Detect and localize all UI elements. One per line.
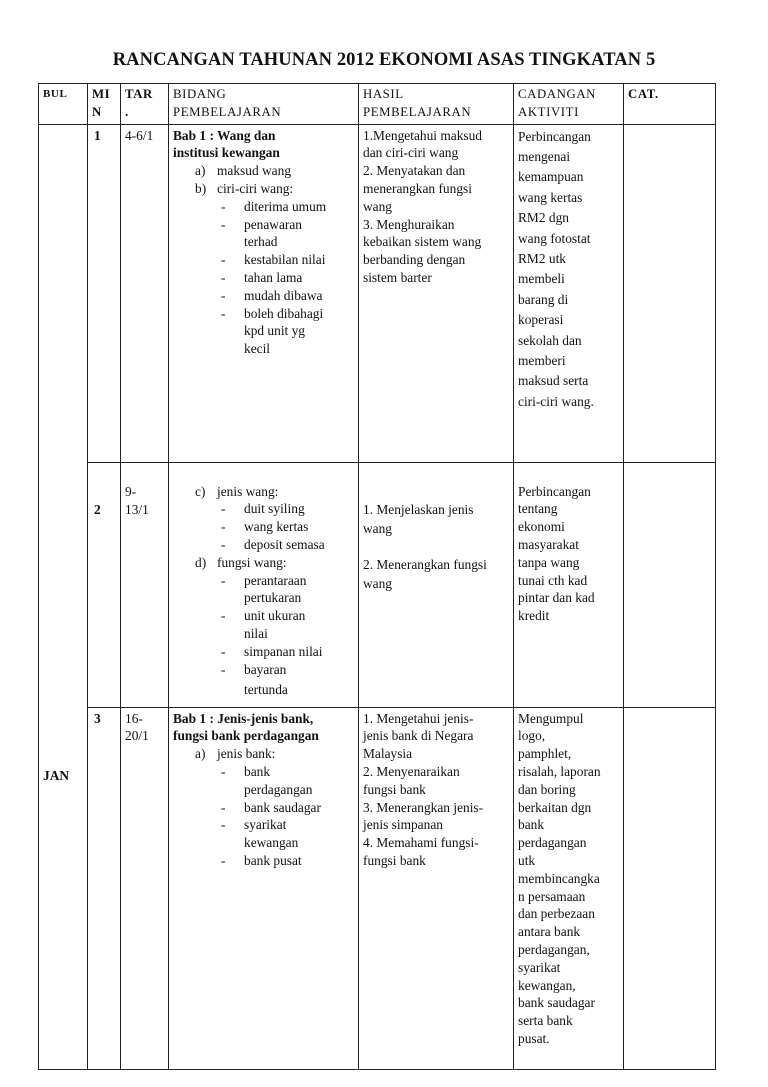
catatan-cell bbox=[624, 707, 716, 1069]
month-label: JAN bbox=[43, 767, 70, 783]
hasil-cell: 1. Mengetahui jenis- jenis bank di Negara Malaysia 2. Menyenaraikan fungsi bank 3. Menerangkan jenis- jenis simpanan 4. Memahami fungsi- fungsi bank bbox=[359, 707, 514, 1069]
catatan-cell bbox=[624, 462, 716, 707]
minggu-cell: 1 bbox=[88, 124, 121, 462]
minggu-cell: 2 bbox=[88, 462, 121, 707]
header-minggu: MI N bbox=[88, 84, 121, 125]
header-hasil: HASIL PEMBELAJARAN bbox=[359, 84, 514, 125]
header-bidang: BIDANG PEMBELAJARAN bbox=[169, 84, 359, 125]
bidang-cell: c) jenis wang: - duit syiling - wang kertas - deposit semasa d) fungsi wang: - perantaraan pertukaran - unit ukuran nilai - simpanan nilai - bayaran tertunda bbox=[169, 462, 359, 707]
bidang-cell: Bab 1 : Wang dan institusi kewangan a) maksud wang b) ciri-ciri wang: - diterima umum - penawaran terhad - kestabilan nilai - tahan lama - mudah dibawa - boleh dibahagi kpd unit yg kecil bbox=[169, 124, 359, 462]
tarikh-cell: 9- 13/1 bbox=[121, 462, 169, 707]
table-row bbox=[39, 462, 716, 707]
aktiviti-cell: Perbincangan tentang ekonomi masyarakat tanpa wang tunai cth kad pintar dan kad kredit bbox=[514, 462, 624, 707]
table-row bbox=[39, 124, 716, 462]
header-row bbox=[39, 84, 716, 125]
bidang-cell: Bab 1 : Jenis-jenis bank, fungsi bank perdagangan a) jenis bank: - bank perdagangan - bank saudagar - syarikat kewangan - bank pusat bbox=[169, 707, 359, 1069]
header-catatan: CAT. bbox=[624, 84, 716, 125]
month-cell bbox=[39, 124, 88, 1069]
table-row bbox=[39, 707, 716, 1069]
tarikh-cell: 16- 20/1 bbox=[121, 707, 169, 1069]
header-bul: BUL bbox=[39, 84, 88, 125]
hasil-cell: 1. Menjelaskan jenis wang 2. Menerangkan fungsi wang bbox=[359, 462, 514, 707]
catatan-cell bbox=[624, 124, 716, 462]
aktiviti-cell: Mengumpul logo, pamphlet, risalah, laporan dan boring berkaitan dgn bank perdagangan utk membincangka n persamaan dan perbezaan antara bank perdagangan, syarikat kewangan, bank saudagar serta bank pusat. bbox=[514, 707, 624, 1069]
hasil-cell: 1.Mengetahui maksud dan ciri-ciri wang 2. Menyatakan dan menerangkan fungsi wang 3. Menghuraikan kebaikan sistem wang berbanding dengan sistem barter bbox=[359, 124, 514, 462]
tarikh-cell: 4-6/1 bbox=[121, 124, 169, 462]
minggu-cell: 3 bbox=[88, 707, 121, 1069]
yearly-plan-table bbox=[38, 83, 716, 1070]
header-cadangan: CADANGAN AKTIVITI bbox=[514, 84, 624, 125]
aktiviti-cell: Perbincangan mengenai kemampuan wang kertas RM2 dgn wang fotostat RM2 utk membeli barang di koperasi sekolah dan memberi maksud serta ciri-ciri wang. bbox=[514, 124, 624, 462]
page-title: RANCANGAN TAHUNAN 2012 EKONOMI ASAS TINGKATAN 5 bbox=[112, 50, 656, 70]
header-tarikh: TAR . bbox=[121, 84, 169, 125]
